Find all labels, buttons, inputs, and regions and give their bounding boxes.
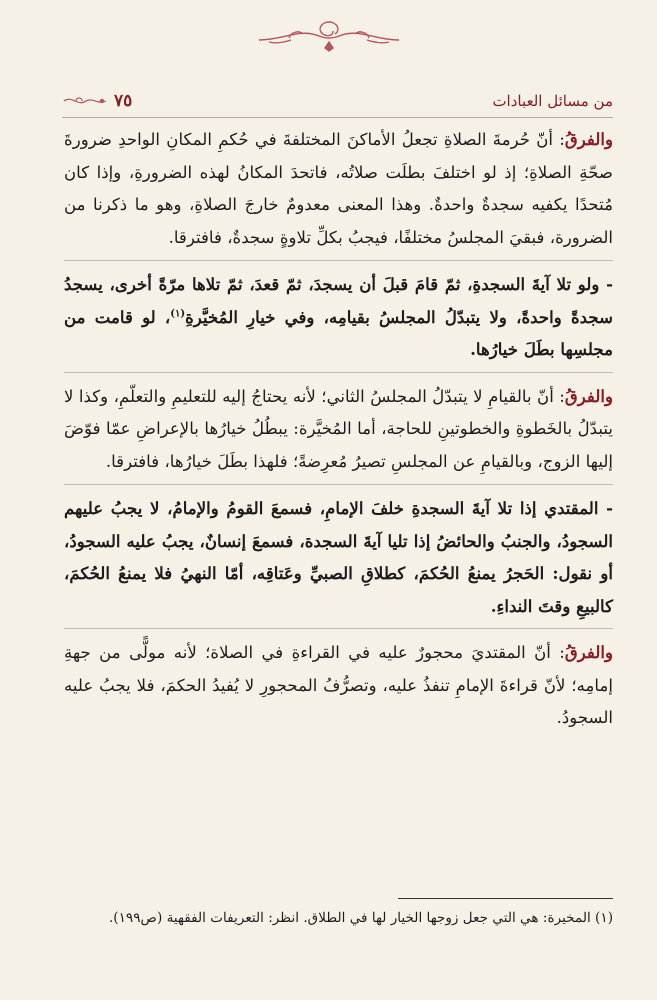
paragraph-2-text-end: ، لو قامت من مجلسِها بطَلَ خيارُها. [64,306,613,359]
difference-term: والفرقُ [564,129,613,149]
footnote-rule [398,898,613,899]
footnote-marker: (١) [170,307,186,319]
paragraph-5 [64,636,613,735]
page-number: ٧٥ [114,91,133,111]
main-text [64,123,613,735]
paragraph-separator [64,484,613,486]
paragraph-3-text: : أنّ بالقيامِ لا يتبدّلُ المجلسُ الثاني؛ لأنه يحتاجُ إليه للتعليمِ والتعلّمِ، وكذا لا يتبدّلُ بالخَطوةِ والخطوتينِ للحاجة، أما المُخيَّرة: يبطُلُ خيارُها بالإعراضِ عمّا فوّضَ إليها الزوج، وبالقيامِ عن المجلسِ تصيرُ مُعرِضةً؛ فلهذا بطَلَ خيارُها، فافترقا. [64,386,613,471]
difference-term: والفرقُ [564,385,613,406]
top-ornament-icon [229,14,429,54]
paragraph-3 [64,380,613,479]
paragraph-4 [64,492,613,622]
header-rule [62,117,613,118]
section-title: من مسائل العبادات [492,92,613,110]
paragraph-1 [64,123,613,254]
footnote: (١) المخيرة: هي التي جعل زوجها الخيار لها في الطلاق. انظر: التعريفات الفقهية (ص١٩٩). [108,910,613,926]
page-number-group [62,91,132,111]
paragraph-2 [64,268,613,366]
difference-term: والفرقُ [564,642,613,662]
header-ornament-icon [62,93,108,109]
paragraph-4-text: - المقتدي إذا تلا آيةَ السجدةِ خلفَ الإمامِ، فسمعَ القومُ والإمامُ، لا يجبُ عليهم السجودُ، والجنبُ والحائضُ إذا تليا آيةَ السجدة، فسمعَ إنسانٌ، يجبُ عليه السجودُ، أو نقول: الحَجرُ يمنعُ الحُكمَ، كطلاقِ الصبيِّ وعَتاقِه، أمّا النهيُ فلا يمنعُ الحُكمَ، كالبيعِ وقتَ النداءِ. [64,498,613,616]
paragraph-separator [64,260,613,262]
paragraph-2-text: - ولو تلا آيةَ السجدةِ، ثمّ قامَ قبلَ أن يسجدَ، ثمّ قعدَ، ثمّ تلاها مرّةً أخرى، يسجدُ سجدةً واحدةً، ولا يتبدّلُ المجلسُ بقيامِه، وفي خيارِ المُخيَّرةِ [64,274,613,327]
paragraph-separator [64,628,613,630]
paragraph-1-text: : أنّ حُرمةَ الصلاةِ تجعلُ الأماكنَ المختلفةَ في حُكمِ المكانِ الواحدِ ضرورةَ صحّةِ الصلاةِ؛ إذ لو اختلفَ بطلَت صلاتُه، فاتحدَ المكانُ لهذه الضرورةِ، وإذا كان مُتحدًا يكفيه سجدةٌ واحدةٌ. وهذا المعنى معدومٌ خارجَ الصلاةِ، وهو ما ذكرنا من الضرورة، فبقيَ المجلسُ مختلفًا، فيجبُ بكلِّ تلاوةٍ سجدةٌ، فافترقا. [64,130,613,247]
paragraph-separator [64,372,613,374]
paragraph-5-text: : أنّ المقتديَ محجورٌ عليه في القراءةِ في الصلاة؛ لأنه مولًّى من جهةِ إمامِه؛ لأنّ قراءةَ الإمامِ تنفذُ عليه، وتصرُّفُ المحجورِ لا يُفيدُ الحكمَ، فلا يجبُ عليه السجودُ. [64,643,613,727]
page-header [62,88,613,114]
